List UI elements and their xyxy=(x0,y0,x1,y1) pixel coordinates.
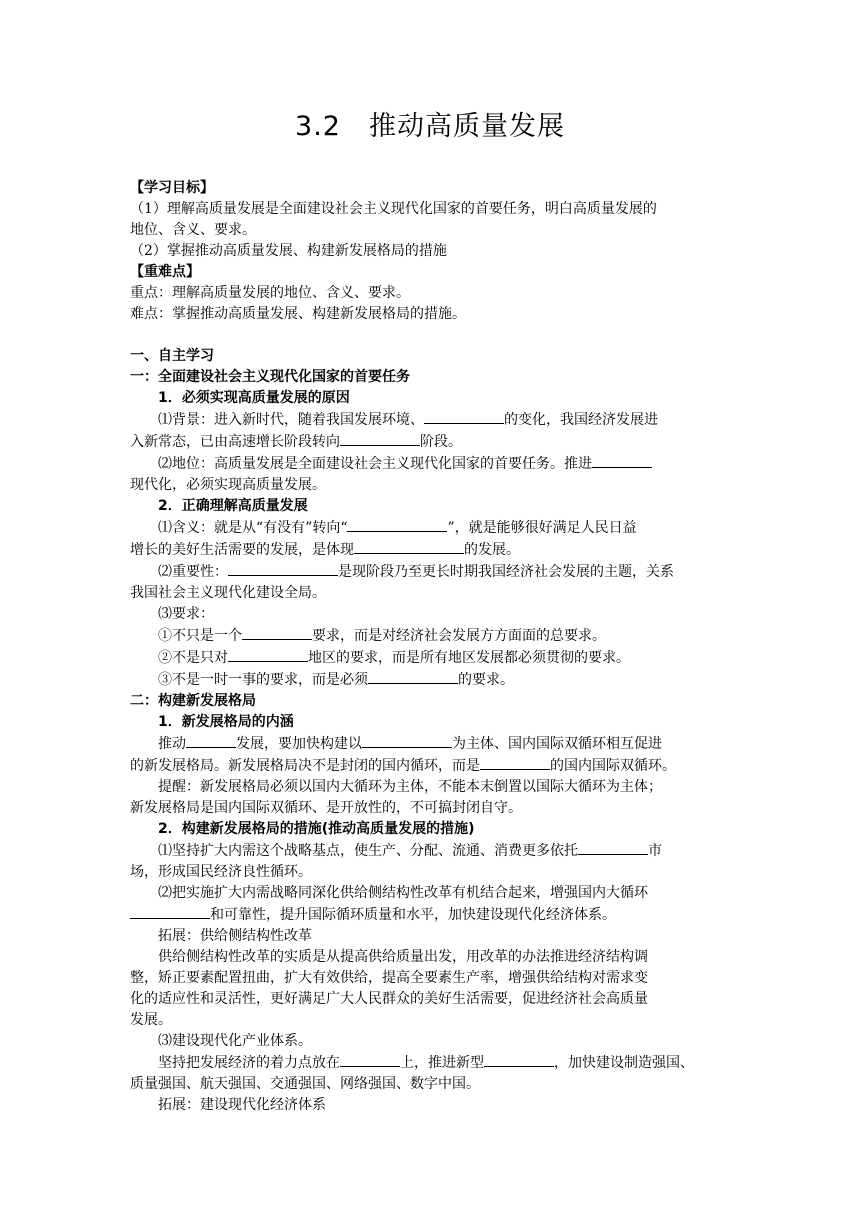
fill-blank[interactable] xyxy=(340,431,420,446)
fill-blank[interactable] xyxy=(592,453,652,468)
importance-line-cont: 我国社会主义现代化建设全局。 xyxy=(130,585,326,601)
measure-1: ⑴坚持扩大内需这个战略基点，使生产、分配、流通、消费更多依托 市 xyxy=(130,840,740,862)
requirement-1: ①不只是一个 要求，而是对经济社会发展方方面面的总要求。 xyxy=(130,625,740,647)
fill-blank[interactable] xyxy=(354,539,464,554)
key-point: 重点：理解高质量发展的地位、含义、要求。 xyxy=(130,285,410,301)
fill-blank[interactable] xyxy=(484,1052,554,1067)
page-title: 3.2 推动高质量发展 xyxy=(295,111,565,142)
meaning-line: ⑴含义：就是从“有没有”转向“ ”，就是能够很好满足人民日益 xyxy=(130,517,740,539)
fill-blank[interactable] xyxy=(480,755,550,770)
extension-1: 拓展：供给侧结构性改革 xyxy=(158,928,312,944)
fill-blank[interactable] xyxy=(340,1052,400,1067)
key-points-heading: 【重难点】 xyxy=(130,264,200,280)
document-body xyxy=(130,178,740,1116)
connotation-line-cont: 的新发展格局。新发展格局决不是封闭的国内循环，而是 的国内国际双循环。 xyxy=(130,755,740,777)
objectives-heading: 【学习目标】 xyxy=(130,180,214,196)
supply-side-text-3: 化的适应性和灵活性，更好满足广大人民群众的美好生活需要，促进经济社会高质量 xyxy=(130,991,648,1007)
measure-1-cont: 场，形成国民经济良性循环。 xyxy=(130,864,312,880)
part2-sub2: 2．构建新发展格局的措施(推动高质量发展的措施) xyxy=(158,821,475,837)
fill-blank[interactable] xyxy=(228,647,308,662)
position-line: ⑵地位：高质量发展是全面建设社会主义现代化国家的首要任务。推进 xyxy=(130,453,740,475)
fill-blank[interactable] xyxy=(578,840,648,855)
fill-blank[interactable] xyxy=(347,517,447,532)
fill-blank[interactable] xyxy=(362,733,452,748)
requirement-3: ③不是一时一事的要求，而是必须 的要求。 xyxy=(130,669,740,691)
requirement-2: ②不是只对 地区的要求，而是所有地区发展都必须贯彻的要求。 xyxy=(130,647,740,669)
part2-heading: 二：构建新发展格局 xyxy=(130,693,256,709)
fill-blank[interactable] xyxy=(228,561,338,576)
part1-sub1: 1．必须实现高质量发展的原因 xyxy=(158,390,350,406)
objective-1-cont: 地位、含义、要求。 xyxy=(130,222,256,238)
position-line-cont: 现代化，必须实现高质量发展。 xyxy=(130,477,326,493)
objective-2: （2）掌握推动高质量发展、构建新发展格局的措施 xyxy=(130,243,447,259)
measure-2: ⑵把实施扩大内需战略同深化供给侧结构性改革有机结合起来，增强国内大循环 xyxy=(158,885,648,901)
supply-side-text-2: 整，矫正要素配置扭曲，扩大有效供给，提高全要素生产率，增强供给结构对需求变 xyxy=(130,970,648,986)
industry-line-cont: 质量强国、航天强国、交通强国、网络强国、数字中国。 xyxy=(130,1076,480,1092)
meaning-line-cont: 增长的美好生活需要的发展，是体现 的发展。 xyxy=(130,539,740,561)
fill-blank[interactable] xyxy=(130,904,210,919)
measure-3: ⑶建设现代化产业体系。 xyxy=(158,1033,312,1049)
background-line: ⑴背景：进入新时代，随着我国发展环境、 的变化，我国经济发展进 xyxy=(130,409,740,431)
reminder-line-cont: 新发展格局是国内国际双循环、是开放性的，不可搞封闭自守。 xyxy=(130,800,522,816)
industry-line: 坚持把发展经济的着力点放在 上，推进新型 ，加快建设制造强国、 xyxy=(130,1052,740,1074)
fill-blank[interactable] xyxy=(368,669,458,684)
extension-2: 拓展：建设现代化经济体系 xyxy=(158,1097,326,1113)
importance-line: ⑵重要性： 是现阶段乃至更长时期我国经济社会发展的主题，关系 xyxy=(130,561,740,583)
supply-side-text-4: 发展。 xyxy=(130,1012,172,1028)
section-heading: 一、自主学习 xyxy=(130,348,214,364)
fill-blank[interactable] xyxy=(424,409,504,424)
background-line-cont: 入新常态，已由高速增长阶段转向 阶段。 xyxy=(130,431,740,453)
measure-2-cont: 和可靠性，提升国际循环质量和水平，加快建设现代化经济体系。 xyxy=(130,904,740,926)
fill-blank[interactable] xyxy=(186,733,236,748)
objective-1: （1）理解高质量发展是全面建设社会主义现代化国家的首要任务，明白高质量发展的 xyxy=(130,201,657,217)
requirement-label: ⑶要求： xyxy=(158,606,214,622)
difficult-point: 难点：掌握推动高质量发展、构建新发展格局的措施。 xyxy=(130,306,466,322)
reminder-line: 提醒：新发展格局必须以国内大循环为主体，不能本末倒置以国际大循环为主体； xyxy=(158,779,662,795)
part1-heading: 一：全面建设社会主义现代化国家的首要任务 xyxy=(130,369,410,385)
part2-sub1: 1．新发展格局的内涵 xyxy=(158,714,294,730)
part1-sub2: 2．正确理解高质量发展 xyxy=(158,498,308,514)
fill-blank[interactable] xyxy=(242,625,312,640)
connotation-line: 推动 发展，要加快构建以 为主体、国内国际双循环相互促进 xyxy=(130,733,740,755)
supply-side-text: 供给侧结构性改革的实质是从提高供给质量出发，用改革的办法推进经济结构调 xyxy=(158,949,648,965)
